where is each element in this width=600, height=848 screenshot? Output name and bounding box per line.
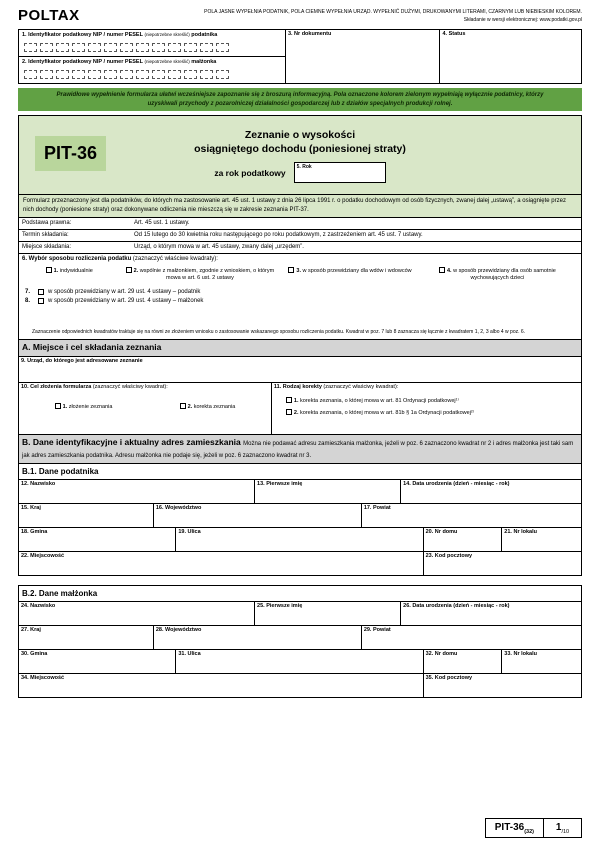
field-22-input[interactable] [19, 561, 423, 575]
field-2-nip-pesel-malzonka [19, 56, 285, 83]
field-13-input[interactable] [255, 489, 400, 503]
comb-cell[interactable] [104, 70, 117, 79]
field-16-wojewodztwo: 16. Województwo [154, 504, 362, 527]
field-33-nr-lokalu-malzonka: 33. Nr lokalu [502, 650, 581, 673]
b1-row-3 [19, 527, 581, 551]
footer-page-number: $1_{/10}$ [544, 818, 582, 838]
field-30-gmina-malzonka: 30. Gmina [19, 650, 176, 673]
checkbox-art29-podatnik[interactable] [38, 289, 44, 295]
for-year-label: za rok podatkowy [214, 167, 286, 178]
field-6-settlement-method [19, 253, 581, 339]
field-17-input[interactable] [362, 513, 581, 527]
field-18-input[interactable] [19, 537, 175, 551]
b1-row-2 [19, 503, 581, 527]
field-27-input[interactable] [19, 635, 153, 649]
miejsce-skladania-value: Urząd, o którym mowa w art. 45 ustawy, zwany dalej „urzędem”. [134, 243, 304, 250]
checkbox-individually[interactable] [46, 267, 52, 273]
field-6-note: Zaznaczenie odpowiednich kwadratów traktuje się na równi ze złożeniem wniosku o zastosowanie wskazanego sposobu rozliczenia podatku. Kwadrat w poz. 7 lub 8 zaznacza się łącznie z kwadratem 1, 2, 3 albo 4 w poz. 6. [32, 328, 526, 335]
nip-pesel-podatnika-input[interactable] [24, 43, 280, 52]
field-16-input[interactable] [154, 513, 361, 527]
field-2-title: Identyfikator podatkowy NIP / numer PESEL [28, 59, 143, 66]
comb-cell[interactable] [24, 43, 37, 52]
checkbox-widows-widowers[interactable] [288, 267, 294, 273]
field-31-input[interactable] [176, 659, 422, 673]
field-1-label [22, 32, 282, 39]
field-10-options [21, 403, 269, 410]
comb-cell[interactable] [120, 70, 133, 79]
field-4-status [440, 30, 581, 83]
field-10-label: 10. Cel złożenia formularza (zaznaczyć właściwy kwadrat): [21, 383, 168, 390]
field-27-kraj-malzonka: 27. Kraj [19, 626, 154, 649]
comb-cell[interactable] [184, 70, 197, 79]
field-5-rok [294, 162, 386, 183]
form-purpose-text: Formularz przeznaczony jest dla podatników, do których ma zastosowanie art. 45 ust. 1 ustawy z dnia 26 lipca 1991 r. o podatku dochodowym od osób fizycznych, zwanej dalej „ustawą”, a osiągnięte przez nich dochody (poniesione straty) oraz dokonywane odliczenia nie mieszczą się w zakresie zeznania PIT-37. [19, 194, 581, 217]
option-8-art29-malzonek[interactable]: 8. w sposób przewidziany w art. 29 ust. 4 ustawy – małżonek [25, 297, 204, 304]
page-footer [18, 818, 582, 838]
header-fill-instructions: POLA JASNE WYPEŁNIA PODATNIK, POLA CIEMNE WYPEŁNIA URZĄD. WYPEŁNIĆ DUŻYMI, DRUKOWANYMI LITERAMI, CZARNYM LUB NIEBIESKIM KOLOREM. [204, 9, 582, 15]
field-21-input[interactable] [502, 537, 581, 551]
form-title-block [19, 116, 581, 194]
comb-cell[interactable] [24, 70, 37, 79]
podstawa-prawna-value: Art. 45 ust. 1 ustawy. [134, 219, 190, 226]
header-efiling-note: Składanie w wersji elektronicznej: www.podatki.gov.pl [463, 17, 582, 23]
field-9-label: 9. Urząd, do którego jest adresowane zeznanie [21, 357, 143, 364]
field-17-powiat: 17. Powiat [362, 504, 581, 527]
option-individually[interactable]: 1. indywidualnie [22, 267, 117, 283]
page-header [18, 7, 582, 24]
field-24-nazwisko-malzonka: 24. Nazwisko [19, 602, 255, 625]
field-6-title-hint: (zaznaczyć właściwe kwadraty): [132, 255, 218, 262]
comb-cell[interactable] [120, 43, 133, 52]
status-input[interactable] [440, 39, 581, 83]
comb-cell[interactable] [168, 70, 181, 79]
field-11-rodzaj-korekty [272, 383, 581, 434]
field-1-nip-pesel-podatnika [19, 30, 285, 56]
field-32-input[interactable] [424, 659, 502, 673]
option-joint-with-spouse[interactable]: 2. wspólnie z małżonkiem, zgodnie z wnioskiem, o którym mowa w art. 6 ust. 2 ustawy [117, 267, 284, 283]
field-6-title [22, 256, 578, 262]
field-29-input[interactable] [362, 635, 581, 649]
field-28-input[interactable] [154, 635, 361, 649]
field-32-nr-domu-malzonka: 32. Nr domu [424, 650, 503, 673]
field-2-owner: małżonka [191, 59, 217, 66]
field-12-nazwisko: 12. Nazwisko [19, 480, 255, 503]
urzad-input[interactable] [19, 366, 581, 382]
field-1-number: 1. [22, 32, 27, 38]
field-25-pierwsze-imie-malzonka: 25. Pierwsze imię [255, 602, 401, 625]
podstawa-prawna-row [19, 217, 581, 229]
termin-skladania-row [19, 229, 581, 241]
termin-skladania-value: Od 15 lutego do 30 kwietnia roku następującego po roku podatkowym, z zastrzeżeniem art. 45 ust. 7 ustawy. [134, 231, 423, 238]
field-11-label: 11. Rodzaj korekty (zaznaczyć właściwy kwadrat): [273, 383, 399, 390]
comb-cell[interactable] [200, 70, 213, 79]
comb-cell[interactable] [56, 70, 69, 79]
field-35-input[interactable] [424, 683, 581, 697]
option-single-parent[interactable]: 4. w sposób przewidziany dla osób samotnie wychowujących dzieci [417, 267, 578, 283]
field-19-ulica: 19. Ulica [176, 528, 423, 551]
option-widows-widowers[interactable]: 3. w sposób przewidziany dla wdów i wdowców [283, 267, 416, 283]
field-6-options [22, 267, 578, 283]
comb-cell[interactable] [72, 70, 85, 79]
comb-cell[interactable] [136, 43, 149, 52]
field-6-title-bold: 6. Wybór sposobu rozliczenia podatku [22, 255, 132, 262]
b2-row-2 [19, 625, 581, 649]
field-21-nr-lokalu: 21. Nr lokalu [502, 528, 581, 551]
identifier-block [18, 29, 582, 84]
b1-row-4 [19, 551, 581, 575]
field-14-input[interactable] [401, 489, 581, 503]
b1-row-1 [19, 479, 581, 503]
section-b1-header: B.1. Dane podatnika [19, 463, 581, 479]
miejsce-skladania-label: Miejsce składania: [22, 243, 72, 250]
checkbox-joint-with-spouse[interactable] [126, 267, 132, 273]
header-notes [204, 7, 582, 24]
field-29-powiat-malzonka: 29. Powiat [362, 626, 581, 649]
field-9-urzad [19, 356, 581, 382]
field-1-title: Identyfikator podatkowy NIP / numer PESEL [28, 32, 143, 38]
field-22-miejscowosc: 22. Miejscowość [19, 552, 424, 575]
field-2-label [22, 59, 282, 66]
nip-pesel-malzonka-input[interactable] [24, 70, 280, 79]
field-28-wojewodztwo-malzonka: 28. Województwo [154, 626, 362, 649]
comb-cell[interactable] [216, 43, 229, 52]
footer-form-code: PIT-$36_{(32)}$ [485, 818, 544, 838]
comb-cell[interactable] [40, 70, 53, 79]
field-26-input[interactable] [401, 611, 581, 625]
field-5-label: 5. Rok [296, 164, 312, 171]
field-10-cel-zlozenia [19, 383, 272, 434]
comb-cell[interactable] [56, 43, 69, 52]
field-2-number: 2. [22, 59, 27, 66]
field-13-pierwsze-imie: 13. Pierwsze imię [255, 480, 401, 503]
footer-page-total: /10 [561, 829, 570, 835]
field-19-input[interactable] [176, 537, 422, 551]
option-korekta-art81[interactable]: 1. korekta zeznania, o której mowa w art. 81 Ordynacji podatkowej¹⁾ [286, 396, 579, 408]
rok-input[interactable] [295, 172, 385, 183]
section-b-note: Można nie podawać adresu zamieszkania małżonka, jeżeli w poz. 6 zaznaczono kwadrat nr 2 i adres małżonka jest taki sam jak adres zamieszkania podatnika. Adresu małżonka nie podaje się, jeżeli w poz. 6 zaznaczono kwadrat nr 3. [22, 441, 574, 460]
b2-row-3 [19, 649, 581, 673]
field-4-label: 4. Status [442, 31, 466, 37]
footer-form-version: (32) [524, 829, 534, 835]
field-15-input[interactable] [19, 513, 153, 527]
section-b2-header: B.2. Dane małżonka [22, 588, 98, 598]
field-11-options [274, 396, 579, 419]
option-korekta-art81b[interactable]: 2. korekta zeznania, o której mowa w art. 81b § 1a Ordynacji podatkowej²⁾ [286, 408, 579, 420]
podstawa-prawna-label: Podstawa prawna: [22, 219, 72, 226]
checkbox-art29-malzonek[interactable] [38, 298, 44, 304]
checkbox-korekta-art81b[interactable] [286, 409, 292, 415]
field-3-label: 3. Nr dokumentu [287, 31, 332, 37]
field-33-input[interactable] [502, 659, 581, 673]
field-35-kod-pocztowy-malzonka: 35. Kod pocztowy [424, 674, 581, 697]
field-30-input[interactable] [19, 659, 175, 673]
field-14-data-urodzenia: 14. Data urodzenia (dzień - miesiąc - rok) [401, 480, 581, 503]
section-a-header: A. Miejsce i cel składania zeznania [19, 339, 581, 356]
comb-cell[interactable] [88, 43, 101, 52]
miejsce-skladania-row [19, 241, 581, 253]
field-34-miejscowosc-malzonka: 34. Miejscowość [19, 674, 424, 697]
b2-row-1 [19, 601, 581, 625]
nr-dokumentu-input[interactable] [286, 39, 440, 83]
form-title-line2: osiągniętego dochodu (poniesionej straty) [194, 143, 406, 156]
field-24-input[interactable] [19, 611, 254, 625]
field-15-kraj: 15. Kraj [19, 504, 154, 527]
tax-year-row [29, 162, 571, 183]
comb-cell[interactable] [40, 43, 53, 52]
field-18-gmina: 18. Gmina [19, 528, 176, 551]
option-zlozenie-zeznania[interactable]: 1. złożenie zeznania [55, 403, 113, 410]
green-info-banner: Prawidłowe wypełnienie formularza ułatwi wcześniejsze zapoznanie się z broszurą informacyjną. Pola oznaczone kolorem zielonym wypełniają wyłącznie podatnicy, którzy uzyskiwali przychody z pozarolniczej działalności gospodarczej lub z działów specjalnych produkcji rolnej. [18, 88, 582, 111]
nip-pesel-column [19, 30, 286, 83]
comb-cell[interactable] [216, 70, 229, 79]
comb-cell[interactable] [200, 43, 213, 52]
field-25-input[interactable] [255, 611, 400, 625]
poltax-logo: POLTAX [18, 7, 80, 24]
option-korekta-zeznania[interactable]: 2. korekta zeznania [180, 403, 236, 410]
field-23-input[interactable] [424, 561, 581, 575]
option-7-art29-podatnik[interactable]: 7. w sposób przewidziany w art. 29 ust. 4 ustawy – podatnik [25, 288, 201, 295]
checkbox-single-parent[interactable] [439, 267, 445, 273]
field-26-data-urodzenia-malzonka: 26. Data urodzenia (dzień - miesiąc - rok) [401, 602, 581, 625]
comb-cell[interactable] [152, 70, 165, 79]
checkbox-zlozenie-zeznania[interactable] [55, 403, 61, 409]
field-3-nr-dokumentu [286, 30, 441, 83]
form-title-line1: Zeznanie o wysokości [244, 129, 356, 142]
field-20-input[interactable] [424, 537, 502, 551]
field-12-input[interactable] [19, 489, 254, 503]
comb-cell[interactable] [88, 70, 101, 79]
field-34-input[interactable] [19, 683, 423, 697]
comb-cell[interactable] [104, 43, 117, 52]
comb-cell[interactable] [168, 43, 181, 52]
field-31-ulica-malzonka: 31. Ulica [176, 650, 423, 673]
section-b-header [19, 434, 581, 464]
field-2-hint: (niepotrzebne skreślić) [144, 59, 190, 65]
field-20-nr-domu: 20. Nr domu [424, 528, 503, 551]
blank-area [18, 698, 582, 812]
form-code-label: PIT-36 [35, 136, 106, 171]
comb-cell[interactable] [184, 43, 197, 52]
row-field-10-11 [19, 382, 581, 434]
main-form-box [18, 115, 582, 576]
b2-row-4 [19, 673, 581, 697]
comb-cell[interactable] [136, 70, 149, 79]
field-23-kod-pocztowy: 23. Kod pocztowy [424, 552, 581, 575]
section-b-title: B. Dane identyfikacyjne i aktualny adres zamieszkania [22, 437, 241, 448]
field-1-hint: (niepotrzebne skreślić) [144, 32, 190, 37]
checkbox-korekta-art81[interactable] [286, 397, 292, 403]
comb-cell[interactable] [152, 43, 165, 52]
field-1-owner: podatnika [191, 32, 218, 38]
section-b2-box [18, 585, 582, 698]
checkbox-korekta-zeznania[interactable] [180, 403, 186, 409]
comb-cell[interactable] [72, 43, 85, 52]
termin-skladania-label: Termin składania: [22, 231, 69, 238]
